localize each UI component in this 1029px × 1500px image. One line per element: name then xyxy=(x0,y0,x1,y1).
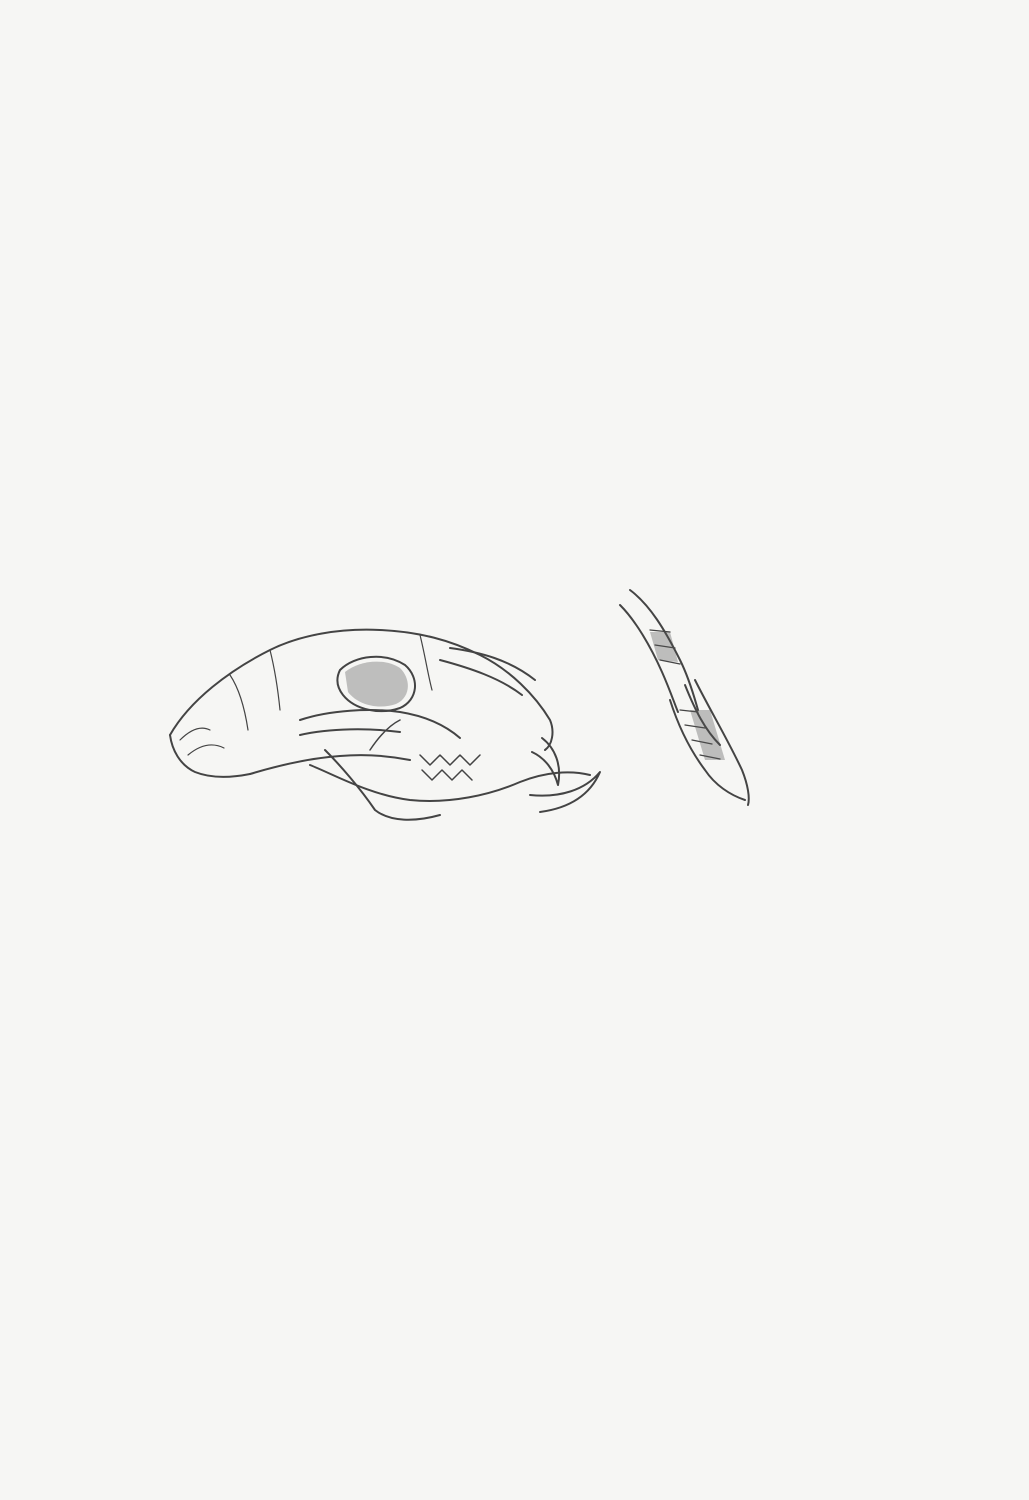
skull-figure xyxy=(150,560,760,850)
skull-illustration xyxy=(150,560,760,850)
